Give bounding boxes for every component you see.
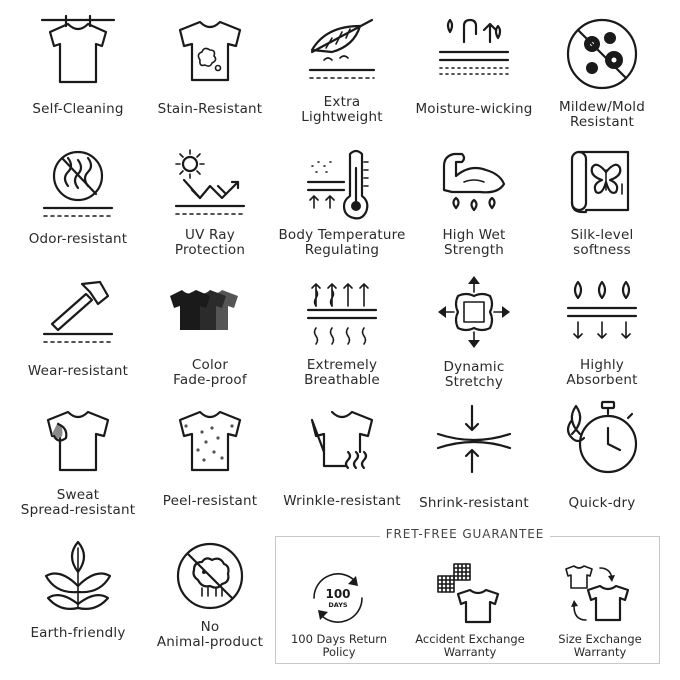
feather-icon	[302, 12, 382, 92]
sun-rays-icon	[170, 146, 250, 226]
badge-top: 100	[325, 587, 351, 601]
feature-label: Stain-Resistant	[157, 101, 263, 117]
no-mold-icon	[562, 14, 642, 94]
feature-label: Body Temperature Regulating	[278, 227, 406, 258]
feature-label: Extremely Breathable	[304, 357, 380, 388]
sweat-shirt-icon	[38, 402, 118, 482]
moisture-wicking-icon	[434, 12, 514, 92]
feature-label: Quick-dry	[568, 495, 636, 511]
feature-label: No Animal-product	[156, 619, 264, 650]
feature-label: Highly Absorbent	[566, 357, 638, 388]
no-sheep-icon	[170, 536, 250, 616]
breathable-icon	[302, 276, 382, 356]
stained-shirt-icon	[170, 12, 250, 92]
badge-bottom: DAYS	[328, 601, 348, 609]
shrink-icon	[434, 402, 514, 482]
stacked-shirts-icon	[170, 276, 250, 356]
feature-label: Wear-resistant	[27, 363, 129, 379]
guarantee-label: 100 Days Return Policy	[290, 632, 388, 659]
size-exchange-icon	[566, 562, 630, 626]
feature-label: UV Ray Protection	[174, 227, 246, 258]
no-odor-icon	[38, 146, 118, 226]
feature-label: Moisture-wicking	[415, 101, 533, 117]
feature-label: Sweat Spread-resistant	[20, 487, 136, 518]
exchange-fabric-icon	[436, 562, 500, 626]
guarantee-label: Size Exchange Warranty	[558, 632, 642, 659]
feature-label: Earth-friendly	[30, 625, 126, 641]
feature-label: Extra Lightweight	[301, 94, 383, 125]
wrinkle-shirt-icon	[302, 402, 382, 482]
feature-label: Shrink-resistant	[419, 495, 529, 511]
feature-label: Peel-resistant	[162, 493, 258, 509]
feature-label: Wrinkle-resistant	[283, 493, 401, 509]
absorbent-icon	[562, 276, 642, 356]
feature-label: Dynamic Stretchy	[443, 359, 505, 390]
stretch-arrows-icon	[434, 272, 514, 352]
feature-label: Mildew/Mold Resistant	[558, 99, 646, 130]
hammer-icon	[38, 276, 118, 356]
leaf-plant-icon	[38, 538, 118, 618]
feature-label: Self-Cleaning	[32, 101, 124, 117]
arm-strength-icon	[434, 142, 514, 222]
shirt-on-line-icon	[38, 12, 118, 92]
guarantee-title: FRET-FREE GUARANTEE	[380, 527, 550, 541]
thermometer-icon	[302, 146, 382, 226]
peel-shirt-icon	[170, 402, 250, 482]
butterfly-roll-icon	[562, 144, 642, 224]
feature-label: Odor-resistant	[28, 231, 128, 247]
feature-label: High Wet Strength	[442, 227, 506, 258]
hundred-days-icon	[306, 566, 370, 630]
quick-dry-icon	[562, 400, 642, 480]
feature-label: Silk-level softness	[570, 227, 634, 258]
feature-label: Color Fade-proof	[173, 357, 247, 388]
guarantee-label: Accident Exchange Warranty	[415, 632, 525, 659]
